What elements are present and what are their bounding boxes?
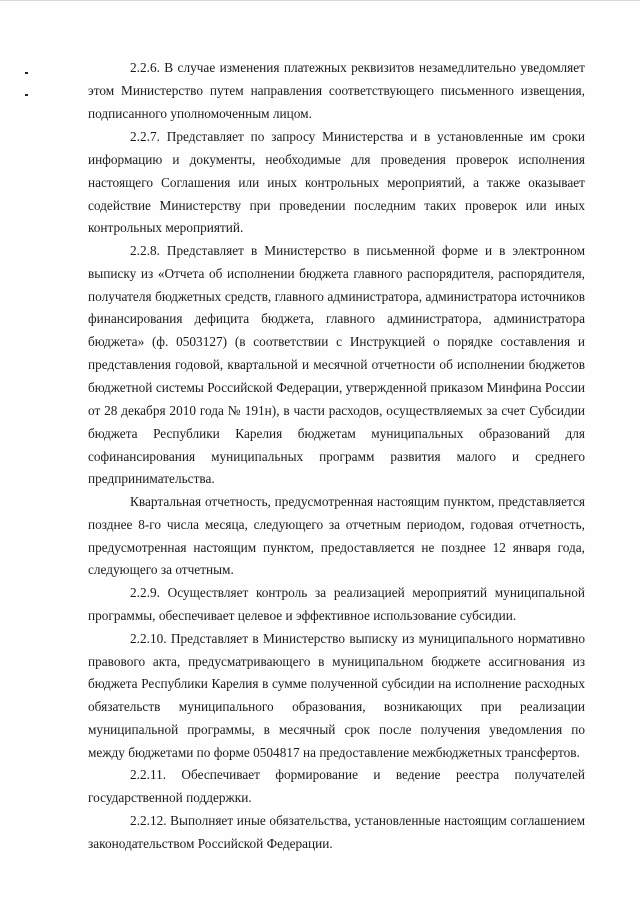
clause-2-2-10-line-4: обязательств муниципального образования, возникающих при реализации: [88, 699, 585, 714]
clause-2-2-8-line-10: софинансирования муниципальных программ развития малого и среднего: [88, 449, 585, 464]
clause-2-2-12-line-1: 2.2.12. Выполняет иные обязательства, установленные настоящим соглашением: [130, 813, 585, 828]
clause-2-2-11-line-2: государственной поддержки.: [88, 790, 252, 805]
clause-2-2-8-line-6: представления годовой, квартальной и месячной отчетности об исполнении бюджетов: [88, 357, 585, 372]
clause-2-2-8-line-9: бюджета Республики Карелия бюджетам муниципальных образований для: [88, 426, 585, 441]
clause-2-2-10-line-1: 2.2.10. Представляет в Министерство выписку из муниципального нормативно: [130, 631, 585, 646]
scan-dot: [25, 72, 28, 74]
clause-2-2-11-line-1: 2.2.11. Обеспечивает формирование и ведение реестра получателей: [130, 767, 585, 782]
clause-2-2-12-line-2: законодательством Российской Федерации.: [88, 836, 333, 851]
clause-2-2-8-line-1: 2.2.8. Представляет в Министерство в письменной форме и в электронном: [130, 243, 585, 258]
clause-2-2-6-line-3: подписанного уполномоченным лицом.: [88, 106, 312, 121]
clause-2-2-10-line-3: бюджета Республики Карелия в сумме полученной субсидии на исполнение расходных: [88, 676, 585, 691]
clause-2-2-8-line-2: выписку из «Отчета об исполнении бюджета главного распорядителя, распорядителя,: [88, 266, 585, 281]
scan-dot: [25, 94, 28, 96]
clause-2-2-9-line-2: программы, обеспечивает целевое и эффективное использование субсидии.: [88, 608, 517, 623]
quarterly-reporting-line-1: Квартальная отчетность, предусмотренная настоящим пунктом, представляется: [130, 494, 585, 509]
clause-2-2-6-line-1: 2.2.6. В случае изменения платежных реквизитов незамедлительно уведомляет: [130, 60, 585, 75]
clause-2-2-7-line-5: контрольных мероприятий.: [88, 220, 244, 235]
clause-2-2-7-line-4: содействие Министерству при проведении последним таких проверок или иных: [88, 198, 585, 213]
clause-2-2-8-line-3: получателя бюджетных средств, главного администратора, администратора источников: [88, 289, 585, 304]
clause-2-2-7-line-2: информацию и документы, необходимые для проведения проверок исполнения: [88, 152, 585, 167]
clause-2-2-6-line-2: этом Министерство путем направления соответствующего письменного извещения,: [88, 83, 585, 98]
page-top-edge: [0, 0, 640, 1]
quarterly-reporting-line-4: следующего за отчетным.: [88, 562, 234, 577]
clause-2-2-8-line-11: предпринимательства.: [88, 471, 215, 486]
quarterly-reporting-line-3: предусмотренная настоящим пунктом, предоставляется не позднее 12 января года,: [88, 540, 585, 555]
clause-2-2-7-line-3: настоящего Соглашения или иных контрольных мероприятий, а также оказывает: [88, 175, 585, 190]
clause-2-2-8-line-5: бюджета» (ф. 0503127) (в соответствии с Инструкцией о порядке составления и: [88, 334, 585, 349]
clause-2-2-7-line-1: 2.2.7. Представляет по запросу Министерства и в установленные им сроки: [130, 129, 585, 144]
clause-2-2-8-line-8: от 28 декабря 2010 года № 191н), в части расходов, осуществляемых за счет Субсидии: [88, 403, 585, 418]
clause-2-2-10-line-6: между бюджетами по форме 0504817 на предоставление межбюджетных трансфертов.: [88, 745, 580, 760]
clause-2-2-10-line-5: муниципальной программы, в месячный срок после получения уведомления по: [88, 722, 585, 737]
clause-2-2-10-line-2: правового акта, предусматривающего в муниципальном бюджете ассигнования из: [88, 654, 585, 669]
clause-2-2-8-line-4: финансирования дефицита бюджета, главного администратора, администратора: [88, 311, 585, 326]
clause-2-2-8-line-7: бюджетной системы Российской Федерации, утвержденной приказом Минфина России: [88, 380, 585, 395]
quarterly-reporting-line-2: позднее 8-го числа месяца, следующего за отчетным периодом, годовая отчетность,: [88, 517, 585, 532]
clause-2-2-9-line-1: 2.2.9. Осуществляет контроль за реализацией мероприятий муниципальной: [130, 585, 585, 600]
